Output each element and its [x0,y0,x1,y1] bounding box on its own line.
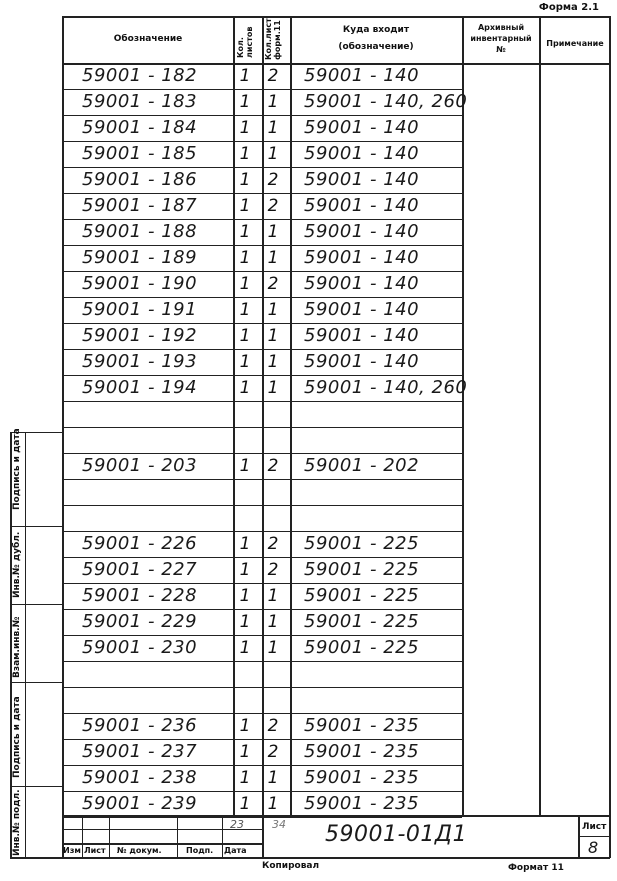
row-designation: 59001 - 182 [82,65,198,86]
table-row [62,89,610,115]
table-row [62,245,610,271]
row-used-in: 59001 - 225 [304,559,420,580]
frame-bottom [10,857,610,859]
table-row [62,271,610,297]
header-format-count [264,14,282,60]
table-row [62,583,610,609]
tb-col-label-date: Дата [224,846,247,855]
row-used-in: 59001 - 140 [304,351,420,372]
row-used-in: 59001 - 140 [304,169,420,190]
row-designation: 59001 - 229 [82,611,198,632]
row-sheets: 1 [239,768,251,788]
header-used-in-sub: (обозначение) [338,42,414,52]
row-designation: 59001 - 238 [82,767,198,788]
row-designation: 59001 - 189 [82,247,198,268]
row-format: 1 [267,768,279,788]
table-row [62,479,610,505]
side-strip-mid [25,432,26,858]
table-row [62,63,610,89]
row-used-in: 59001 - 140, 260 [304,377,468,398]
row-format: 2 [267,560,279,580]
table-row [62,765,610,791]
side-sep-3 [10,682,62,683]
table-row [62,427,610,453]
row-sheets: 1 [239,534,251,554]
row-format: 2 [267,170,279,190]
tb-col-label-doc: № докум. [117,846,162,855]
row-format: 1 [267,118,279,138]
header-sheets-count [236,14,254,58]
table-row [62,193,610,219]
row-designation: 59001 - 191 [82,299,198,320]
form-label: Форма 2.1 [538,2,599,13]
side-label-vzam: Взам.инв.№ [12,616,22,678]
row-format: 1 [267,352,279,372]
row-used-in: 59001 - 235 [304,715,420,736]
side-label-sign-date-2: Подпись и дата [12,696,22,778]
row-used-in: 59001 - 235 [304,741,420,762]
row-designation: 59001 - 185 [82,143,198,164]
row-sheets: 1 [239,118,251,138]
row-used-in: 59001 - 235 [304,767,420,788]
row-designation: 59001 - 187 [82,195,198,216]
row-used-in: 59001 - 140 [304,273,420,294]
tb-col-2 [109,815,110,857]
row-format: 1 [267,300,279,320]
row-sheets: 1 [239,638,251,658]
row-sheets: 1 [239,300,251,320]
row-sheets: 1 [239,326,251,346]
row-used-in: 59001 - 225 [304,637,420,658]
row-designation: 59001 - 186 [82,169,198,190]
row-format: 1 [267,612,279,632]
row-divider [62,817,462,818]
row-used-in: 59001 - 140 [304,143,420,164]
row-format: 1 [267,638,279,658]
row-used-in: 59001 - 140 [304,325,420,346]
tb-small-b: 34 [272,818,286,831]
sheet-label: Лист [582,822,607,832]
header-format-count-text: Кол.лист форм.11 [264,18,282,60]
row-sheets: 1 [239,144,251,164]
row-used-in: 59001 - 140 [304,247,420,268]
side-sep-1 [10,526,62,527]
table-row [62,219,610,245]
row-designation: 59001 - 239 [82,793,198,814]
row-sheets: 1 [239,612,251,632]
row-sheets: 1 [239,378,251,398]
row-designation: 59001 - 230 [82,637,198,658]
row-sheets: 1 [239,716,251,736]
header-archive: Архивный инвентарный № [470,23,532,54]
table-row [62,687,610,713]
row-sheets: 1 [239,742,251,762]
title-row-2 [62,843,262,845]
table-row [62,791,610,817]
table-row [62,323,610,349]
row-designation: 59001 - 193 [82,351,198,372]
row-format: 1 [267,248,279,268]
frame-top [62,16,610,18]
row-sheets: 1 [239,222,251,242]
footer-format: Формат 11 [508,863,564,873]
row-format: 2 [267,534,279,554]
tb-col-1 [82,815,83,857]
row-sheets: 1 [239,66,251,86]
row-used-in: 59001 - 140, 260 [304,91,468,112]
side-sep-2 [10,604,62,605]
table-row [62,635,610,661]
row-designation: 59001 - 228 [82,585,198,606]
tb-col-label-sign: Подп. [186,846,214,855]
row-sheets: 1 [239,794,251,814]
row-designation: 59001 - 194 [82,377,198,398]
sheet-value: 8 [588,838,599,857]
table-row [62,739,610,765]
row-format: 1 [267,326,279,346]
row-used-in: 59001 - 202 [304,455,420,476]
row-designation: 59001 - 184 [82,117,198,138]
row-sheets: 1 [239,352,251,372]
header-sheets-count-text: Кол. листов [236,26,254,58]
table-row [62,115,610,141]
row-designation: 59001 - 237 [82,741,198,762]
row-designation: 59001 - 188 [82,221,198,242]
header-used-in: Куда входит [342,25,410,35]
tb-col-label-izm: Изм [63,846,81,855]
row-used-in: 59001 - 235 [304,793,420,814]
row-sheets: 1 [239,92,251,112]
table-row [62,141,610,167]
row-used-in: 59001 - 140 [304,299,420,320]
row-used-in: 59001 - 225 [304,585,420,606]
row-used-in: 59001 - 140 [304,195,420,216]
table-row [62,505,610,531]
row-used-in: 59001 - 140 [304,221,420,242]
tb-col-4 [222,815,223,857]
tb-col-3 [177,815,178,857]
row-format: 2 [267,456,279,476]
row-format: 2 [267,716,279,736]
tb-sheet-row [578,836,610,837]
tb-col-label-list: Лист [84,846,106,855]
header-designation: Обозначение [113,34,183,44]
row-format: 2 [267,196,279,216]
row-designation: 59001 - 236 [82,715,198,736]
row-designation: 59001 - 227 [82,559,198,580]
table-row [62,349,610,375]
table-row [62,167,610,193]
row-format: 1 [267,378,279,398]
header-notes: Примечание [546,39,604,48]
table-row [62,401,610,427]
row-sheets: 1 [239,586,251,606]
row-sheets: 1 [239,274,251,294]
row-sheets: 1 [239,170,251,190]
doc-number: 59001-01Д1 [325,822,468,847]
side-sep-4 [10,786,62,787]
footer-copied: Копировал [262,861,320,871]
table-row [62,661,610,687]
row-sheets: 1 [239,456,251,476]
row-designation: 59001 - 226 [82,533,198,554]
tb-small-a: 23 [230,818,244,831]
row-format: 1 [267,794,279,814]
title-block-top [62,815,610,817]
row-used-in: 59001 - 140 [304,65,420,86]
row-format: 1 [267,92,279,112]
side-label-sign-date-1: Подпись и дата [12,428,22,510]
row-used-in: 59001 - 140 [304,117,420,138]
row-designation: 59001 - 183 [82,91,198,112]
row-format: 2 [267,274,279,294]
table-row [62,453,610,479]
table-row [62,375,610,401]
table-row [62,297,610,323]
row-format: 2 [267,742,279,762]
row-designation: 59001 - 190 [82,273,198,294]
side-label-inv-orig: Инв.№ подл. [12,789,22,856]
row-sheets: 1 [239,196,251,216]
row-used-in: 59001 - 225 [304,611,420,632]
row-format: 1 [267,586,279,606]
table-row [62,609,610,635]
table-row [62,531,610,557]
row-format: 1 [267,144,279,164]
row-sheets: 1 [239,248,251,268]
row-format: 2 [267,66,279,86]
side-label-inv-dup: Инв.№ дубл. [12,531,22,598]
row-sheets: 1 [239,560,251,580]
row-used-in: 59001 - 225 [304,533,420,554]
table-row [62,557,610,583]
row-designation: 59001 - 192 [82,325,198,346]
row-format: 1 [267,222,279,242]
table-row [62,713,610,739]
row-designation: 59001 - 203 [82,455,198,476]
